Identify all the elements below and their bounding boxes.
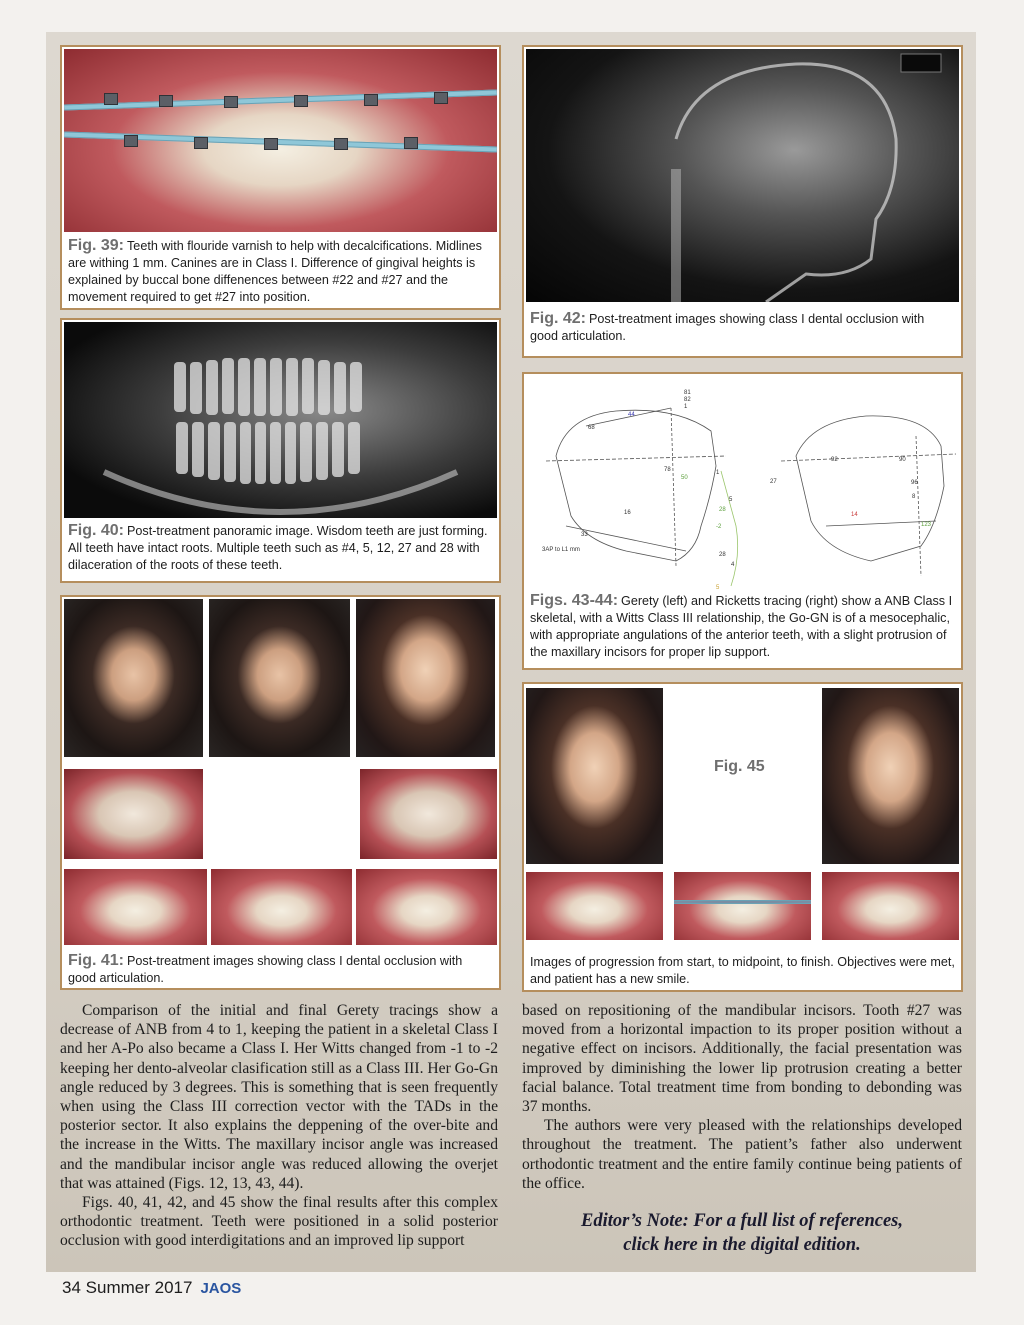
figure-40 [60,318,501,583]
tracing-label: 81 [684,390,691,396]
tracing-label: 123 [921,522,932,528]
profile-face-photo [64,599,203,757]
bracket [194,137,208,149]
editor-note-link[interactable]: click here in the digital edition. [623,1235,861,1255]
figure-43-44 [522,372,963,670]
fig4344-label: Figs. 43-44: [530,592,619,609]
body-right-column [522,1001,962,1193]
page-footer [62,1278,241,1298]
lower-occlusal-photo [360,769,497,859]
tracing-label: 68 [588,425,595,431]
tracing-label: 16 [624,510,631,516]
tracing-label: 8 [912,494,916,500]
tracing-label: 1 [684,404,688,410]
issue: Summer 2017 [85,1278,193,1297]
skull-silhouette [526,49,959,302]
bracket [264,138,278,150]
fig4344-caption-text: Gerety (left) and Ricketts tracing (right) show a ANB Class I skeletal, with a Witts Class III relationship, the Go-GN is of a mesocephalic, with appropriate angulations of the anterior teeth, with a slight protrusion of the maxillary incisors for proper lip support. [530,594,953,659]
body-left-column [60,1001,498,1251]
body-paragraph: Figs. 40, 41, 42, and 45 show the final results after this complex orthodontic treatment. Teeth were positioned in a solid posterior occlusion with good interdigitations and an improved lip support [60,1194,498,1250]
tracing-label: 1 [716,470,720,476]
bracket [404,137,418,149]
editor-note[interactable] [522,1209,962,1257]
tracing-label: 50 [681,475,688,481]
final-face-photo [822,688,959,864]
fig42-caption [530,310,955,345]
tracing-label: 5 [729,497,733,503]
figure-41 [60,595,501,990]
body-paragraph: based on repositioning of the mandibular incisors. Tooth #27 was moved from a horizontal impaction to its proper position without a negative effect on incisors. Additionally, the facial presentation was improved by diminishing the lower lip protrusion creating a better facial balance. Total treatment time from bonding to debonding was 37 months. [522,1002,962,1116]
bracket [334,138,348,150]
upper-occlusal-photo [64,769,203,859]
tracing-label: 5 [716,585,720,591]
bracket [104,93,118,105]
page-number: 34 [62,1278,81,1297]
tracing-label: 82 [684,397,691,403]
start-teeth-photo [526,872,663,940]
left-buccal-photo [356,869,497,945]
tracing-label: 78 [664,467,671,473]
fig40-caption-text: Post-treatment panoramic image. Wisdom teeth are just forming. All teeth have intact roots. Multiple teeth such as #4, 5, 12, 27 and 28 with dilaceration of the roots of these teeth. [68,524,488,572]
smiling-face-photo [356,599,495,757]
fig41-caption [68,952,493,987]
fig42-caption-text: Post-treatment images showing class I dental occlusion with good articulation. [530,312,925,343]
bracket [294,95,308,107]
journal-name: JAOS [200,1280,242,1297]
fig39-caption [68,237,493,306]
tracing-label: 28 [719,552,726,558]
midpoint-braces-photo [674,872,811,940]
editor-note-line1: Editor’s Note: For a full list of references, [580,1211,903,1231]
bracket [159,95,173,107]
fig41-label: Fig. 41: [68,952,125,969]
fig41-caption-text: Post-treatment images showing class I dental occlusion with good articulation. [68,954,463,985]
cephalometric-tracings [526,376,959,591]
tracing-label: 14 [851,512,858,518]
figure-45 [522,682,963,992]
fig45-label: Fig. 45 [714,758,765,775]
tracing-label: 28 [719,507,726,513]
tracing-label: 96 [911,480,918,486]
child-face-photo [526,688,663,864]
fig39-caption-text: Teeth with flouride varnish to help with decalcifications. Midlines are withing 1 mm. Canines are in Class I. Difference of gingival heights is explained by buccal bone diffenences between #22 and #27 and the movement required to get #27 into position. [68,239,482,304]
bracket [364,94,378,106]
panoramic-xray [64,322,497,518]
tracing-label: 4 [731,562,735,568]
tracing-label: 92 [831,457,838,463]
braces-teeth-photo [64,49,497,232]
finish-teeth-photo [822,872,959,940]
tracing-label: -2 [716,524,722,530]
fig45-caption: Images of progression from start, to midpoint, to finish. Objectives were met, and patient has a new smile. [530,955,955,986]
figure-39 [60,45,501,310]
panoramic-teeth-illustration [64,322,497,518]
fig40-label: Fig. 40: [68,522,125,539]
fig4344-caption [530,592,955,661]
bracket [124,135,138,147]
figure-42 [522,45,963,358]
tracing-label: 44 [628,412,635,418]
tracing-label: 33 [581,532,588,538]
cephalometric-xray [526,49,959,302]
frontal-face-photo [209,599,350,757]
fig40-caption [68,522,493,574]
archwire [674,900,811,904]
body-paragraph: Comparison of the initial and final Gerety tracings show a decrease of ANB from 4 to 1, keeping the patient in a skeletal Class I and her A-Po also became a Class I. Her Witts changed from -1 to -2 keeping her dento-alveolar clasification still as a Class III. Her Go-Gn angle reduced by 3 degrees. This is something that is seen frequently when using the Class III correction vector with the TADs in the posterior sector. It also explains the deppening of the over-bite and the increase in the Witts. The maxillary incisor angle was increased and the mandibular incisor angle was reduced allowing the overjet that was attained (Figs. 12, 13, 43, 44). [60,1002,498,1192]
bracket [224,96,238,108]
upper-archwire [64,89,497,110]
body-paragraph: The authors were very pleased with the relationships developed throughout the treatment. The patient’s father also underwent orthodontic treatment and the entire family continue being patients of the office. [522,1117,962,1192]
tracing-label: 27 [770,479,777,485]
bracket [434,92,448,104]
tracing-label: 3AP to L1 mm [542,547,580,553]
tracing-label: 90 [899,457,906,463]
frontal-occlusion-photo [211,869,352,945]
fig42-label: Fig. 42: [530,310,587,327]
fig39-label: Fig. 39: [68,237,125,254]
right-buccal-photo [64,869,207,945]
